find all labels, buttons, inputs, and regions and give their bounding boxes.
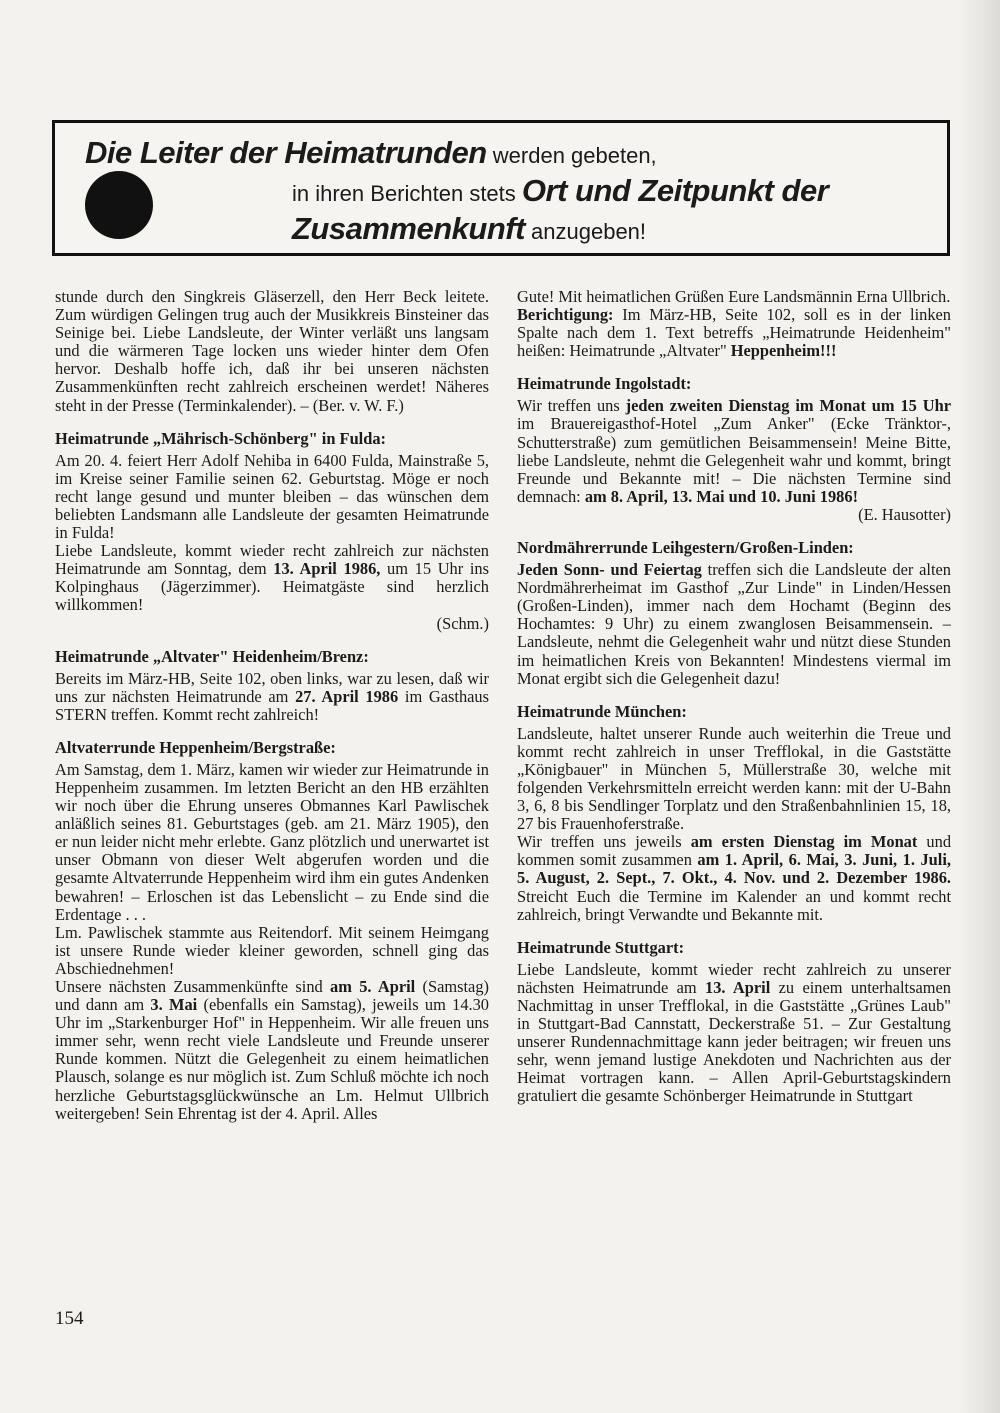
bullet-dot-icon (85, 171, 153, 239)
leihgestern-paragraph: Jeden Sonn- und Feiertag treffen sich die Landsleute der alten Nordmährerheimat im Gasthof „Zur Linde" in Linden/Hessen (Großen-Linden), immer nach dem Hochamt (Beginn des Hochamtes: 9 Uhr) zu einem zwanglosen Beisammensein. – Landsleute, nehmt die Gelegenheit wahr und nützt diese Stunden im heimatlichen Kreis von Bekannten! Mindestens viermal im Monat ergibt sich die Gelegenheit dazu! (517, 560, 951, 688)
heidenheim-paragraph: Bereits im März-HB, Seite 102, oben links, war zu lesen, daß wir uns zur nächsten Heimatrunde am 27. April 1986 im Gasthaus STERN treffen. Kommt recht zahlreich! (55, 668, 489, 724)
right-column (517, 288, 951, 1105)
ingolstadt-signature: (E. Hausotter) (858, 504, 951, 524)
heppenheim-paragraph-3: Unsere nächsten Zusammenkünfte sind am 5. April (Samstag) und dann am 3. Mai (ebenfalls ein Samstag), jeweils um 14.30 Uhr im „Starkenburger Hof" in Heppenheim. Wir alle freuen uns immer sehr, wenn recht viele Landsleute und Freunde unserer Runde kommen. Nützt die Gelegenheit zu einem heimatlichen Plausch, solange es nur möglich ist. Zum Schluß möchte ich noch herzliche Geburtstagsglückwünsche an Lm. Helmut Ullbrich weitergeben! Sein Ehrentag ist der 4. April. Alles (55, 977, 489, 1123)
page-number: 154 (55, 1308, 84, 1329)
heppenheim-paragraph-1: Am Samstag, dem 1. März, kamen wir wieder zur Heimatrunde in Heppenheim zusammen. Im letzten Bericht an den HB erzählten wir noch über die Ehrung unseres Obmannes Karl Pawlischek anläßlich seines 81. Geburtstages (geb. am 21. März 1905), den er nun leider nicht mehr erlebte. Ganz plötzlich und unerwartet ist unser Obmann von dieser Welt abgerufen worden und die gesamte Altvaterrunde Heppenheim wird ihm ein gutes Andenken bewahren! – Erloschen ist das Lebenslicht – zu Ende sind die Erdentage . . . (55, 759, 489, 924)
notice-line-1: Die Leiter der Heimatrunden werden gebeten, (85, 135, 657, 170)
heading-heidenheim: Heimatrunde „Altvater" Heidenheim/Brenz: (55, 646, 369, 666)
muenchen-paragraph-2: Wir treffen uns jeweils am ersten Dienstag im Monat und kommen somit zusammen am 1. April, 6. Mai, 3. Juni, 1. Juli, 5. August, 2. Sept., 7. Okt., 4. Nov. und 2. Dezember 1986. Streicht Euch die Termine im Kalender an und kommt recht zahlreich, bringt Verwandte und Bekannte mit. (517, 832, 952, 924)
notice-line-3: Zusammenkunft anzugeben! (292, 211, 647, 246)
heading-heppenheim: Altvaterrunde Heppenheim/Bergstraße: (55, 737, 336, 757)
muenchen-paragraph-1: Landsleute, haltet unserer Runde auch weiterhin die Treue und kommt recht zahlreich in unser Trefflokal, in die Gaststätte „Königbauer" in München 5, Müllerstraße 30, welche mit folgenden Verkehrsmitteln erreicht werden kann: mit der U-Bahn 3, 6, 8 bis Sendlinger Torplatz und den Straßenbahnlinien 15, 18, 27 bis Frauenhoferstraße. (517, 723, 951, 834)
notice-box (52, 120, 950, 256)
fulda-paragraph-2: Liebe Landsleute, kommt wieder recht zahlreich zur nächsten Heimatrunde am Sonntag, dem 13. April 1986, um 15 Uhr ins Kolpinghaus (Jägerzimmer). Heimatgäste sind herzlich willkommen! (Schm.) (55, 541, 489, 633)
left-column (55, 288, 489, 1123)
right-intro: Gute! Mit heimatlichen Grüßen Eure Landsmännin Erna Ullbrich. (517, 287, 951, 306)
ingolstadt-paragraph: Wir treffen uns jeden zweiten Dienstag im Monat um 15 Uhr im Brauereigasthof-Hotel „Zum Anker" (Ecke Tränktor-, Schutterstraße) zum gemütlichen Beisammensein! Meine Bitte, liebe Landsleute, nehmt die Gelegenheit wahr und kommt, bringt Freunde und Bekannte mit! – Die nächsten Termine sind demnach: am 8. April, 13. Mai und 10. Juni 1986! (E. Hausotter) (517, 396, 951, 524)
heading-muenchen: Heimatrunde München: (517, 701, 687, 721)
correction-paragraph: Berichtigung: Im März-HB, Seite 102, soll es in der linken Spalte nach dem 1. Text betreffs „Heimatrunde Heidenheim" heißen: Heimatrunde „Altvater" Heppenheim!!! (517, 305, 951, 361)
page-edge-shadow (958, 0, 1000, 1413)
notice-line-2: in ihren Berichten stets Ort und Zeitpunkt der (292, 173, 829, 208)
stuttgart-paragraph: Liebe Landsleute, kommt wieder recht zahlreich zu unserer nächsten Heimatrunde am 13. April zu einem unterhaltsamen Nachmittag in unser Trefflokal, in die Gaststätte „Grünes Laub" in Stuttgart-Bad Cannstatt, Deckerstraße 51. – Zur Gestaltung unserer Rundennachmittage kann jeder beitragen; wir freuen uns sehr, wenn jemand lustige Anekdoten und Nachrichten aus der Heimat vortragen kann. – Allen April-Geburtstagskindern gratuliert die gesamte Schönberger Heimatrunde in Stuttgart (517, 959, 951, 1106)
fulda-signature: (Schm.) (436, 613, 489, 633)
fulda-paragraph-1: Am 20. 4. feiert Herr Adolf Nehiba in 6400 Fulda, Mainstraße 5, im Kreise seiner Familie seinen 62. Geburtstag. Möge er noch recht lange gesund und munter bleiben – das wünschen dem beliebten Landsmann alle Landsleute der gesamten Heimatrunde in Fulda! (55, 450, 489, 543)
left-intro: stunde durch den Singkreis Gläserzell, den Herr Beck leitete. Zum würdigen Gelingen trug auch der Musikkreis Binsteiner das Seinige bei. Liebe Landsleute, der Winter verläßt uns langsam und die wärmeren Tage locken uns wieder hinter dem Ofen hervor. Deshalb hoffe ich, daß ihr bei unseren nächsten Zusammenkünften recht zahlreich erscheinen werdet! Näheres steht in der Presse (Terminkalender). – (Ber. v. W. F.) (55, 287, 489, 415)
heading-ingolstadt: Heimatrunde Ingolstadt: (517, 374, 692, 394)
heading-stuttgart: Heimatrunde Stuttgart: (517, 937, 685, 957)
heading-leihgestern: Nordmährerrunde Leihgestern/Großen-Linden: (517, 538, 854, 558)
heppenheim-paragraph-2: Lm. Pawlischek stammte aus Reitendorf. Mit seinem Heimgang ist unsere Runde wieder kleiner geworden, schnell ging das Abschiednehmen! (55, 922, 489, 978)
heading-fulda: Heimatrunde „Mährisch-Schönberg" in Fulda: (55, 428, 387, 448)
